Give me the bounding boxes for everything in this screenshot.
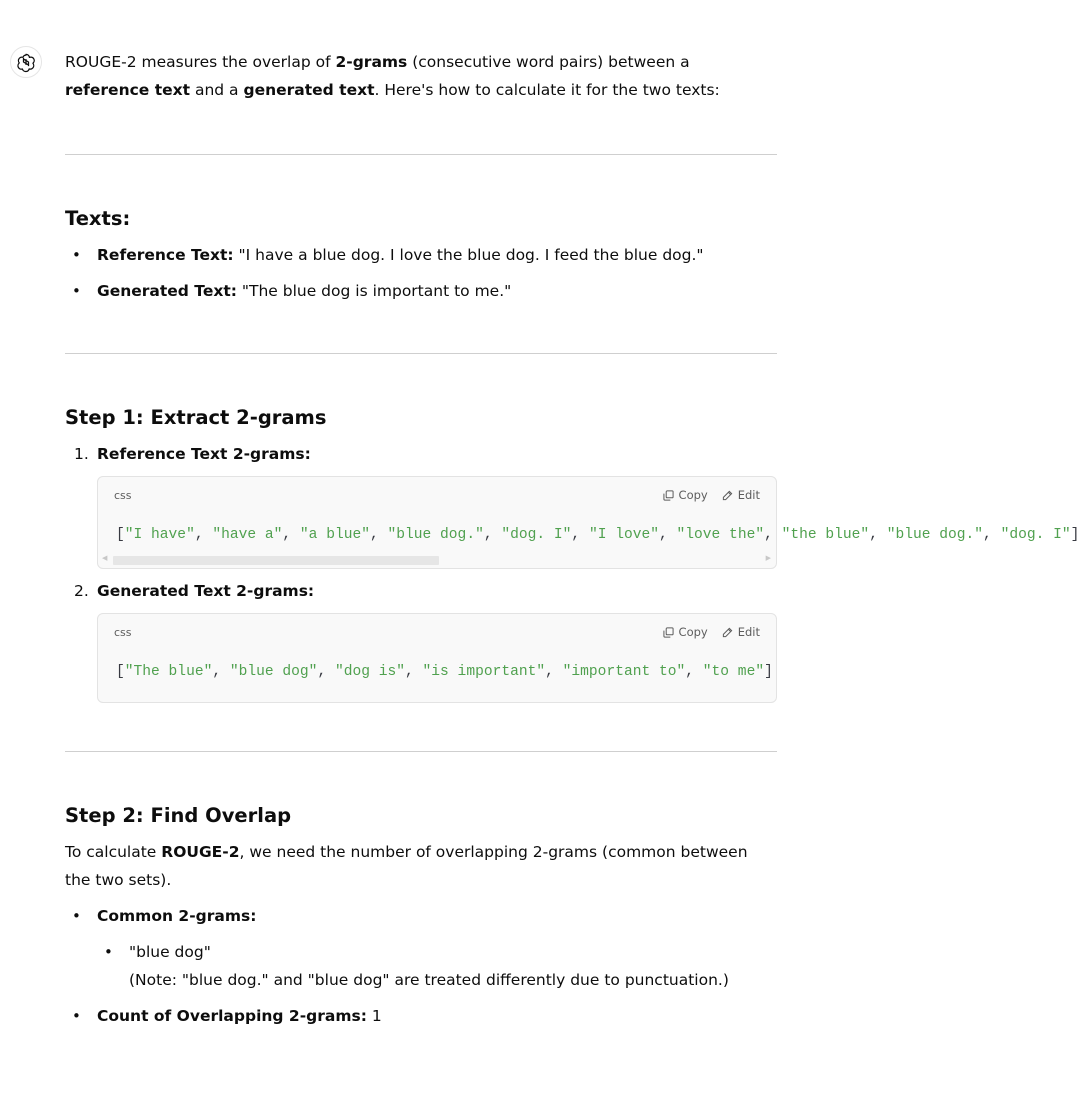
code-comma: ,: [317, 664, 335, 680]
code-string-token: "dog is": [334, 664, 406, 680]
list-item-label: Generated Text:: [97, 282, 237, 300]
edit-label: Edit: [737, 625, 760, 639]
texts-list: [65, 241, 777, 305]
list-item-label: Generated Text 2-grams:: [97, 582, 315, 600]
note-text: (Note: "blue dog." and "blue dog" are treated differently due to punctuation.): [129, 971, 729, 989]
copy-button[interactable]: [663, 488, 708, 502]
code-comma: ,: [545, 664, 563, 680]
copy-button[interactable]: [663, 625, 708, 639]
intro-bold: reference text: [65, 81, 191, 99]
code-comma: ,: [685, 664, 703, 680]
code-string-token: "love the": [676, 527, 765, 543]
para-bold: ROUGE-2: [161, 843, 240, 861]
list-item-value: "The blue dog is important to me.": [236, 282, 512, 300]
code-string-token: "blue dog": [229, 664, 318, 680]
copy-icon: [663, 627, 674, 638]
list-item: [65, 902, 777, 994]
code-comma: ,: [483, 527, 502, 543]
intro-text: . Here's how to calculate it for the two texts:: [374, 81, 720, 99]
code-comma: ,: [659, 527, 677, 543]
step1-list: [65, 440, 1079, 703]
code-string-token: "the blue": [781, 527, 870, 543]
copy-icon: [663, 490, 674, 501]
code-string-token: "dog. I": [501, 527, 572, 543]
edit-button[interactable]: [722, 488, 760, 502]
section-divider: [65, 353, 777, 354]
code-language-label: css: [114, 625, 132, 639]
code-actions: [663, 625, 760, 639]
code-string-token: "a blue": [299, 527, 370, 543]
code-comma: ,: [282, 527, 300, 543]
list-item: [65, 440, 1079, 569]
code-comma: ,: [983, 527, 1001, 543]
section-divider: [65, 154, 777, 155]
para-text: , we need the number of overlapping 2-grams (common between the two sets).: [65, 843, 748, 889]
step2-paragraph: [65, 838, 777, 894]
intro-text: ROUGE-2 measures the overlap of: [65, 53, 336, 71]
code-block: [97, 476, 1079, 569]
nested-list: [97, 938, 777, 994]
step2-list: [65, 902, 777, 1030]
common-2gram: • "blue dog": [129, 943, 211, 961]
code-string-token: "to me": [702, 664, 765, 680]
list-number: 1.: [74, 445, 89, 463]
code-comma: ,: [194, 527, 213, 543]
code-string-token: "blue dog.": [886, 527, 984, 543]
step1-heading: Step 1: Extract 2-grams: [65, 406, 327, 429]
code-comma: ,: [869, 527, 887, 543]
scrollbar-thumb[interactable]: [113, 556, 439, 565]
code-comma: ,: [369, 527, 388, 543]
texts-heading: Texts:: [65, 207, 131, 230]
intro-text: (consecutive word pairs) between a: [407, 53, 690, 71]
intro-bold: generated text: [243, 81, 375, 99]
chatgpt-logo-icon: [16, 52, 36, 72]
copy-label: Copy: [678, 625, 708, 639]
code-block: [97, 613, 777, 703]
edit-button[interactable]: [722, 625, 760, 639]
list-number: 2.: [74, 582, 89, 600]
scroll-left-arrow-icon[interactable]: ◀: [102, 554, 108, 562]
intro-paragraph: [65, 48, 777, 104]
section-divider: [65, 751, 777, 752]
list-item: [65, 577, 777, 703]
code-string-token: "I have": [124, 527, 195, 543]
code-header: [98, 477, 776, 513]
code-string-token: "dog. I": [1000, 527, 1071, 543]
assistant-avatar: [10, 46, 42, 78]
list-item: [65, 241, 777, 269]
code-bracket: ]: [764, 664, 773, 680]
code-content[interactable]: [98, 650, 776, 702]
code-string-token: "The blue": [124, 664, 213, 680]
list-item-value: "I have a blue dog. I love the blue dog. I feed the blue dog.": [233, 246, 704, 264]
step2-heading: Step 2: Find Overlap: [65, 804, 292, 827]
code-language-label: css: [114, 488, 132, 502]
list-item-label: Reference Text 2-grams:: [97, 445, 311, 463]
list-item: [65, 1002, 777, 1030]
code-string-token: "blue dog.": [387, 527, 484, 543]
code-bracket: [: [116, 527, 125, 543]
count-value: 1: [366, 1007, 382, 1025]
edit-icon: [722, 627, 733, 638]
list-item-label: Reference Text:: [97, 246, 234, 264]
code-comma: ,: [212, 664, 230, 680]
code-string-token: "is important": [422, 664, 546, 680]
code-string-token: "have a": [212, 527, 283, 543]
list-item: [65, 277, 777, 305]
code-header: [98, 614, 776, 650]
edit-icon: [722, 490, 733, 501]
para-text: To calculate: [65, 843, 162, 861]
code-string-token: "I love": [588, 527, 659, 543]
code-comma: ,: [405, 664, 423, 680]
code-string-token: "important to": [562, 664, 686, 680]
code-comma: ,: [571, 527, 589, 543]
code-bracket: ]: [1070, 527, 1079, 543]
intro-text: and a: [190, 81, 244, 99]
copy-label: Copy: [678, 488, 708, 502]
list-item-label: Common 2-grams:: [97, 907, 257, 925]
list-item: [97, 938, 777, 994]
intro-bold: 2-grams: [335, 53, 408, 71]
code-bracket: [: [116, 664, 125, 680]
edit-label: Edit: [737, 488, 760, 502]
code-actions: [663, 488, 760, 502]
code-comma: ,: [764, 527, 782, 543]
horizontal-scrollbar[interactable]: [99, 553, 775, 567]
scroll-right-arrow-icon[interactable]: ▶: [765, 554, 771, 562]
list-item-label: Count of Overlapping 2-grams:: [97, 1007, 367, 1025]
assistant-message: [65, 48, 1079, 1030]
code-content[interactable]: [98, 513, 1079, 553]
